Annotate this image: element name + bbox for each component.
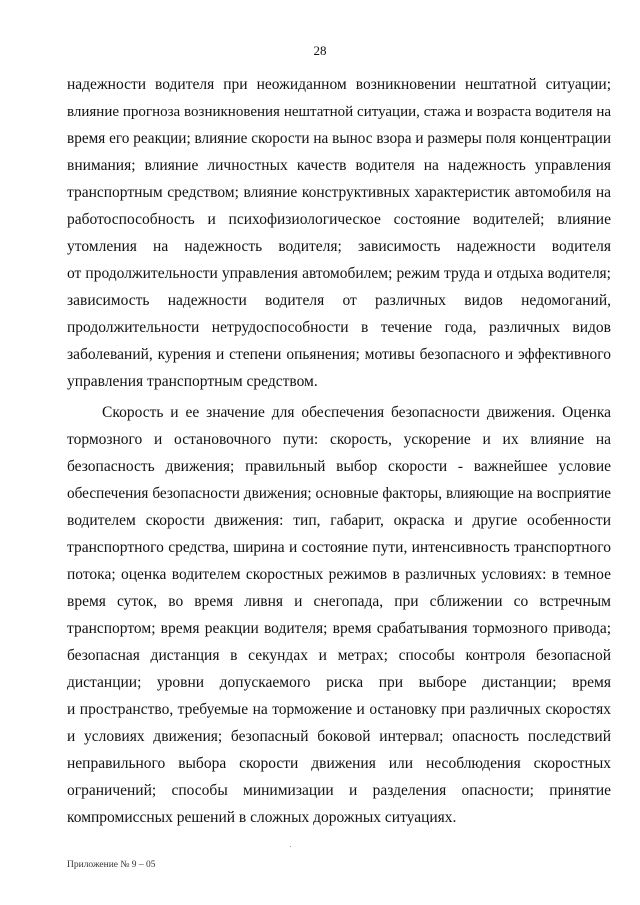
paragraph-2-line: ограничений; способы минимизации и разделения опасности; принятие xyxy=(67,782,611,799)
paragraph-2-line: тормозного и остановочного пути: скорость, ускорение и их влияние на xyxy=(67,431,611,448)
paragraph-2-line: обеспечения безопасности движения; основные факторы, влияющие на восприятие xyxy=(67,485,611,502)
footer-annex-label: Приложение № 9 – 05 xyxy=(67,860,156,870)
paragraph-2-line: потока; оценка водителем скоростных режимов в различных условиях: в темное xyxy=(67,566,611,583)
paragraph-1-line: влияние прогноза возникновения нештатной ситуации, стажа и возраста водителя на xyxy=(67,104,611,120)
paragraph-2-line: и пространство, требуемые на торможение и остановку при различных скоростях xyxy=(67,701,611,718)
page-number: 28 xyxy=(313,43,327,58)
paragraph-2-line: Скорость и ее значение для обеспечения безопасности движения. Оценка xyxy=(102,404,611,421)
paragraph-2-line: неправильного выбора скорости движения или несоблюдения скоростных xyxy=(67,755,611,772)
paragraph-1-line: транспортным средством; влияние конструктивных характеристик автомобиля на xyxy=(67,184,611,201)
paragraph-1-line: продолжительности нетрудоспособности в течение года, различных видов xyxy=(67,319,611,336)
paragraph-2-line: дистанции; уровни допускаемого риска при выборе дистанции; время xyxy=(67,674,611,691)
paragraph-2-line: безопасность движения; правильный выбор скорости - важнейшее условие xyxy=(67,458,611,475)
scan-speck xyxy=(290,846,291,847)
paragraph-1-line: время его реакции; влияние скорости на вынос взора и размеры поля концентрации xyxy=(67,130,611,147)
paragraph-2-line: водителем скорости движения: тип, габарит, окраска и другие особенности xyxy=(67,512,611,529)
paragraph-1-line: заболеваний, курения и степени опьянения; мотивы безопасного и эффективного xyxy=(67,346,611,363)
paragraph-1-line: зависимость надежности водителя от различных видов недомоганий, xyxy=(67,292,611,309)
paragraph-1-line: внимания; влияние личностных качеств водителя на надежность управления xyxy=(67,157,611,174)
paragraph-2-line: и условиях движения; безопасный боковой интервал; опасность последствий xyxy=(67,728,611,745)
paragraph-1-line: от продолжительности управления автомобилем; режим труда и отдыха водителя; xyxy=(67,265,611,282)
paragraph-1-line: управления транспортным средством. xyxy=(67,373,318,390)
paragraph-2-line: транспортом; время реакции водителя; время срабатывания тормозного привода; xyxy=(67,620,611,637)
paragraph-1-line: работоспособность и психофизиологическое состояние водителей; влияние xyxy=(67,211,611,228)
paragraph-2-line: время суток, во время ливня и снегопада, при сближении со встречным xyxy=(67,593,611,610)
paragraph-2-line: безопасная дистанция в секундах и метрах; способы контроля безопасной xyxy=(67,647,611,664)
paragraph-1-line: утомления на надежность водителя; зависимость надежности водителя xyxy=(67,238,611,255)
paragraph-1-line: надежности водителя при неожиданном возникновении нештатной ситуации; xyxy=(67,76,611,93)
paragraph-2-line: компромиссных решений в сложных дорожных ситуациях. xyxy=(67,809,457,826)
paragraph-2-line: транспортного средства, ширина и состояние пути, интенсивность транспортного xyxy=(67,539,611,556)
